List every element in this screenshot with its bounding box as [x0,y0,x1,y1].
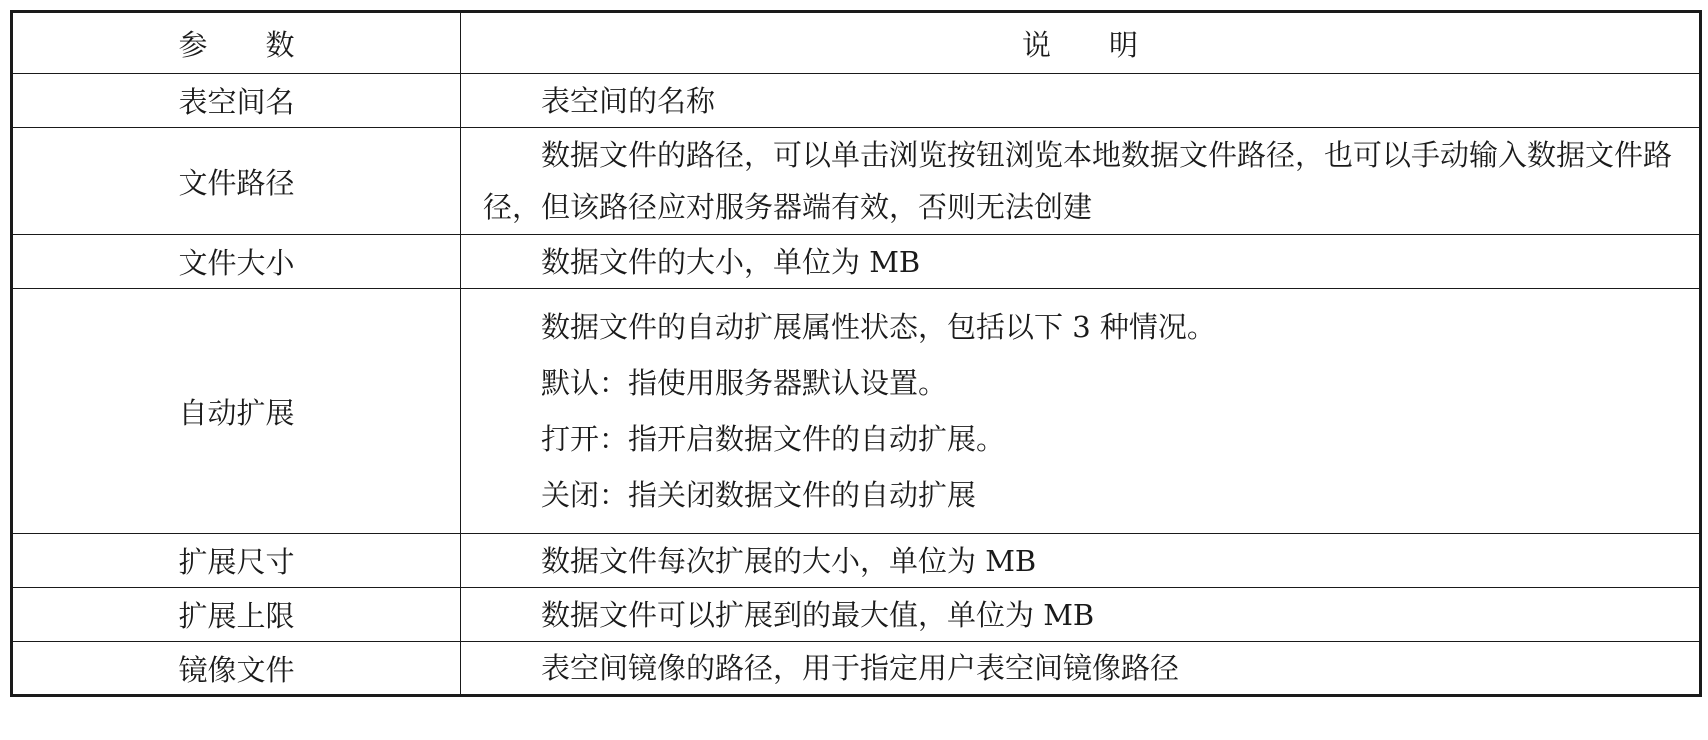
desc-cell [461,534,1701,588]
desc-cell [461,642,1701,696]
desc-line: 打开：指开启数据文件的自动扩展。 [541,422,1006,456]
desc-line: 数据文件的自动扩展属性状态，包括以下 3 种情况。 [541,310,1216,344]
param-cell: 扩展上限 [12,588,461,642]
desc-cell [461,235,1701,289]
desc-line: 表空间的名称 [541,83,716,118]
header-row [12,12,1701,74]
desc-line: 表空间镜像的路径，用于指定用户表空间镜像路径 [541,651,1180,685]
table-row [12,534,1701,588]
table-row [12,235,1701,289]
desc-line: 数据文件的路径，可以单击浏览按钮浏览本地数据文件路径，也可以手动输入数据文件路径，但该路径应对服务器端有效，否则无法创建 [483,138,1673,224]
parameter-table [10,10,1702,697]
header-param: 参 数 [12,12,461,74]
param-cell: 文件大小 [12,235,461,289]
desc-cell [461,128,1701,235]
table-header [12,12,1701,74]
desc-line: 数据文件每次扩展的大小，单位为 MB [541,543,1037,578]
param-cell: 文件路径 [12,128,461,235]
param-cell: 自动扩展 [12,289,461,534]
param-cell: 镜像文件 [12,642,461,696]
desc-cell [461,74,1701,128]
table-row [12,588,1701,642]
desc-line: 关闭：指关闭数据文件的自动扩展 [541,478,977,512]
header-desc: 说 明 [461,12,1701,74]
table-row [12,642,1701,696]
desc-cell [461,588,1701,642]
param-cell: 扩展尺寸 [12,534,461,588]
desc-line: 默认：指使用服务器默认设置。 [541,366,948,400]
param-cell: 表空间名 [12,74,461,128]
table-row [12,289,1701,534]
table-row [12,74,1701,128]
table-body [12,74,1701,696]
desc-cell [461,289,1701,534]
desc-line: 数据文件可以扩展到的最大值，单位为 MB [541,597,1095,632]
desc-line: 数据文件的大小，单位为 MB [541,244,921,279]
table-row [12,128,1701,235]
